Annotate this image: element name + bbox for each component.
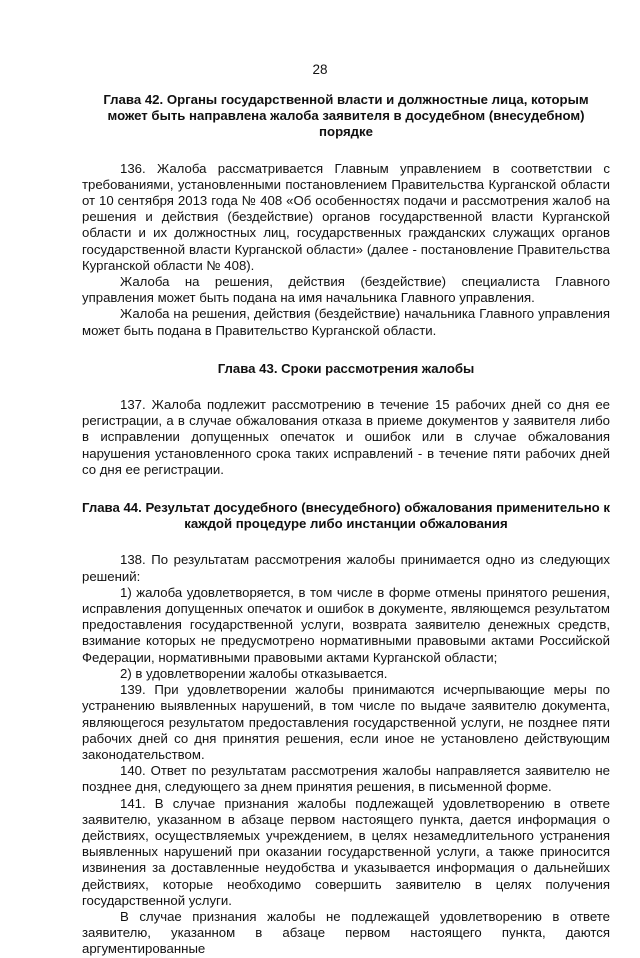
paragraph-140: 140. Ответ по результатам рассмотрения жалобы направляется заявителю не позднее дня, следующего за днем принятия решения, в письменной форме. <box>82 763 610 795</box>
paragraph-136: 136. Жалоба рассматривается Главным управлением в соответствии с требованиями, установленными постановлением Правительства Курганской области от 10 сентября 2013 года № 408 «Об особенностях подачи и рассмотрения жалоб на решения и действия (бездействие) органов государственной власти Курганской области и их должностных лиц, государственных гражданских служащих органов государственной власти Курганской области» (далее - постановление Правительства Курганской области № 408). <box>82 160 610 273</box>
list-item-1: 1) жалоба удовлетворяется, в том числе в форме отмены принятого решения, исправления допущенных опечаток и ошибок в документе, являющемся результатом предоставления государственной услуги, возврата заявителю денежных средств, взимание которых не предусмотрено нормативными правовыми актами Российской Федерации, нормативными правовыми актами Курганской области; <box>82 584 610 665</box>
paragraph: Жалоба на решения, действия (бездействие) начальника Главного управления может быть подана в Правительство Курганской области. <box>82 306 610 338</box>
spacer <box>82 478 610 500</box>
chapter-42-heading: Глава 42. Органы государственной власти и должностные лица, которым может быть направлена жалоба заявителя в досудебном (внесудебном) порядке <box>103 92 589 140</box>
spacer <box>82 377 610 397</box>
paragraph-137: 137. Жалоба подлежит рассмотрению в течение 15 рабочих дней со дня ее регистрации, а в случае обжалования отказа в приеме документов у заявителя либо в исправлении допущенных опечаток и ошибок или в случае обжалования нарушения установленного срока таких исправлений - в течение пяти рабочих дней со дня ее регистрации. <box>82 397 610 477</box>
chapter-44-heading: Глава 44. Результат досудебного (внесудебного) обжалования применительно к каждой процедуре либо инстанции обжалования <box>82 500 610 532</box>
list-item-2: 2) в удовлетворении жалобы отказывается. <box>120 665 388 681</box>
chapter-43-heading: Глава 43. Сроки рассмотрения жалобы <box>217 360 475 376</box>
paragraph-139: 139. При удовлетворении жалобы принимаются исчерпывающие меры по устранению выявленных нарушений, в том числе по выдаче заявителю документа, являющегося результатом предоставления государственной услуги, не позднее пяти рабочих дней со дня принятия решения, если иное не установлено действующим законодательством. <box>82 682 610 762</box>
spacer <box>82 141 610 161</box>
spacer <box>82 339 610 361</box>
paragraph: В случае признания жалобы не подлежащей удовлетворению в ответе заявителю, указанном в абзаце первом настоящего пункта, даются аргументированные <box>82 908 610 957</box>
page-number: 28 <box>312 62 328 77</box>
paragraph-138: 138. По результатам рассмотрения жалобы принимается одно из следующих решений: <box>82 552 610 584</box>
paragraph: Жалоба на решения, действия (бездействие) специалиста Главного управления может быть подана на имя начальника Главного управления. <box>82 274 610 306</box>
page-content <box>82 92 610 958</box>
spacer <box>82 532 610 552</box>
paragraph-141: 141. В случае признания жалобы подлежащей удовлетворению в ответе заявителю, указанном в абзаце первом настоящего пункта, дается информация о действиях, осуществляемых учреждением, в целях незамедлительного устранения выявленных нарушений при оказании государственной услуги, а также приносится извинения за доставленные неудобства и указывается информация о дальнейших действиях, которые необходимо совершить заявителю в целях получения государственной услуги. <box>82 795 610 908</box>
